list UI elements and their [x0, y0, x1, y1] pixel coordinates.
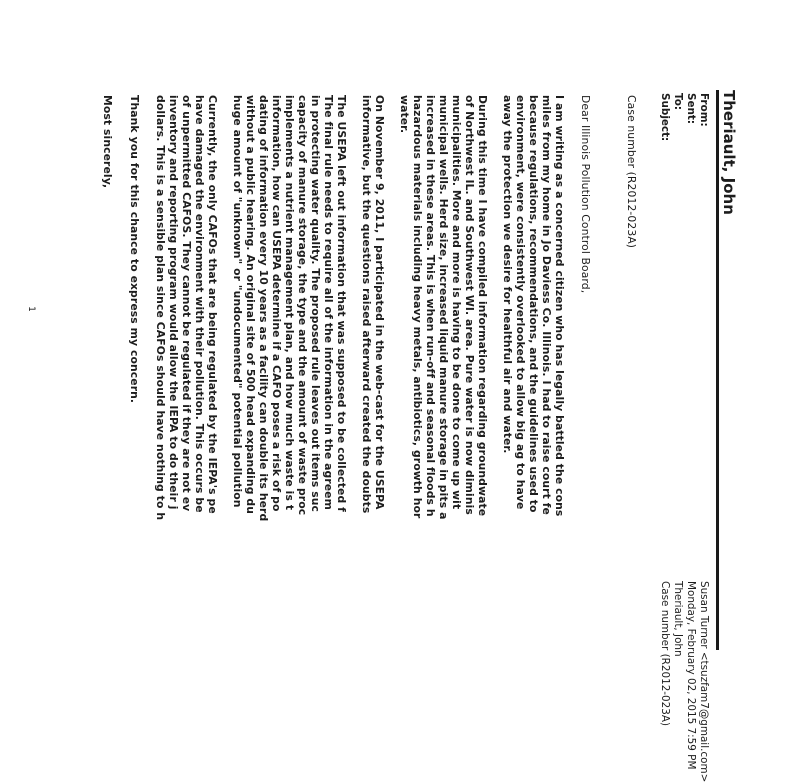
- subject-label: Subject:: [659, 93, 671, 142]
- body-line: information, how can USEPA determine if a CAFO poses a risk of po: [270, 95, 283, 512]
- body-line: huge amount of "unknown" or "undocumented" potential pollution: [231, 95, 244, 508]
- body-line: dating of information every 10 years as a facility can double its herd: [257, 95, 270, 522]
- body-line: inventory and reporting program would allow the IEPA to do their j: [167, 95, 180, 510]
- body-line: municipal wells. Herd size, increased liquid manure storage in pits a: [437, 95, 450, 520]
- subject-value: Case number (R2012-023A): [659, 581, 671, 727]
- body-line: miles from my home in Jo Daviess Co. Illinois. I had to raise court fe: [540, 95, 553, 515]
- body-line: have damaged the environment with their pollution. This occurs be: [193, 95, 206, 513]
- body-line: On November 9, 2011, I participated in the web-cast for the USEPA: [373, 95, 386, 510]
- body-line: of unpermitted CAFOS. They cannot be regulated if they are not ev: [180, 95, 193, 512]
- body-line: increased in these areas. This is when run-off and seasonal floods h: [424, 95, 437, 517]
- to-value: Theriault, John: [672, 581, 684, 657]
- body-line: municipalities. More and more is having to be done to come up wit: [450, 95, 463, 510]
- body-line: away the protection we desire for healthful air and water.: [501, 95, 514, 454]
- to-label: To:: [672, 93, 684, 111]
- body-line: Currently, the only CAFOs that are being regulated by the IEPA's pe: [206, 95, 219, 514]
- body-line: in protecting water quality. The proposed rule leaves out items suc: [309, 95, 322, 513]
- sent-value: Monday, February 02, 2015 7:59 PM: [685, 581, 697, 770]
- from-row: [698, 93, 710, 782]
- body-line: because regulations, recommendations, and the guidelines used to: [527, 95, 540, 513]
- body-line: The USEPA left out information that was supposed to be collected f: [335, 95, 348, 512]
- body-line: capacity of manure storage, the type and the amount of waste proc: [296, 95, 309, 516]
- body-line: without a public hearing. An original site of 500 head expanding du: [244, 95, 257, 515]
- closing-line: Thank you for this chance to express my concern.: [128, 95, 141, 404]
- body-line: informative, but the questions raised afterward created the doubts: [360, 95, 373, 514]
- body-line: dollars. This is a sensible plan since CAFOs should have nothing to h: [154, 95, 167, 521]
- body-line: During this time I have compiled information regarding groundwate: [476, 95, 489, 517]
- case-number-line: Case number (R2012-023A): [625, 95, 638, 249]
- body-line: environment, were consistently overlooked to allow big ag to have: [514, 95, 527, 510]
- sent-row: [685, 93, 697, 770]
- subject-row: [659, 93, 671, 727]
- to-row: [672, 93, 684, 657]
- body-line: of Northwest IL. and Southwest WI. area. Pure water is now diminis: [463, 95, 476, 515]
- from-label: From:: [698, 93, 710, 127]
- body-line: The final rule needs to require all of the information in the agreem: [322, 95, 335, 510]
- body-line: I am writing as a concerned citizen who has legally battled the cons: [553, 95, 566, 517]
- from-value: Susan Turner <tsuzfam7@gmail.com>: [698, 581, 710, 782]
- sent-label: Sent:: [685, 93, 697, 125]
- salutation: Dear Illinois Pollution Control Board,: [579, 95, 592, 294]
- page-title: Theriault, John: [720, 90, 738, 215]
- signoff: Most sincerely,: [101, 95, 114, 189]
- body-line: implements a nutrient management plan, and how much waste is t: [283, 95, 296, 511]
- body-line: water.: [398, 95, 411, 134]
- page-number: 1: [26, 306, 36, 312]
- body-line: hazardous materials including heavy metals, antibiotics, growth hor: [411, 95, 424, 519]
- header-rule: [716, 90, 719, 650]
